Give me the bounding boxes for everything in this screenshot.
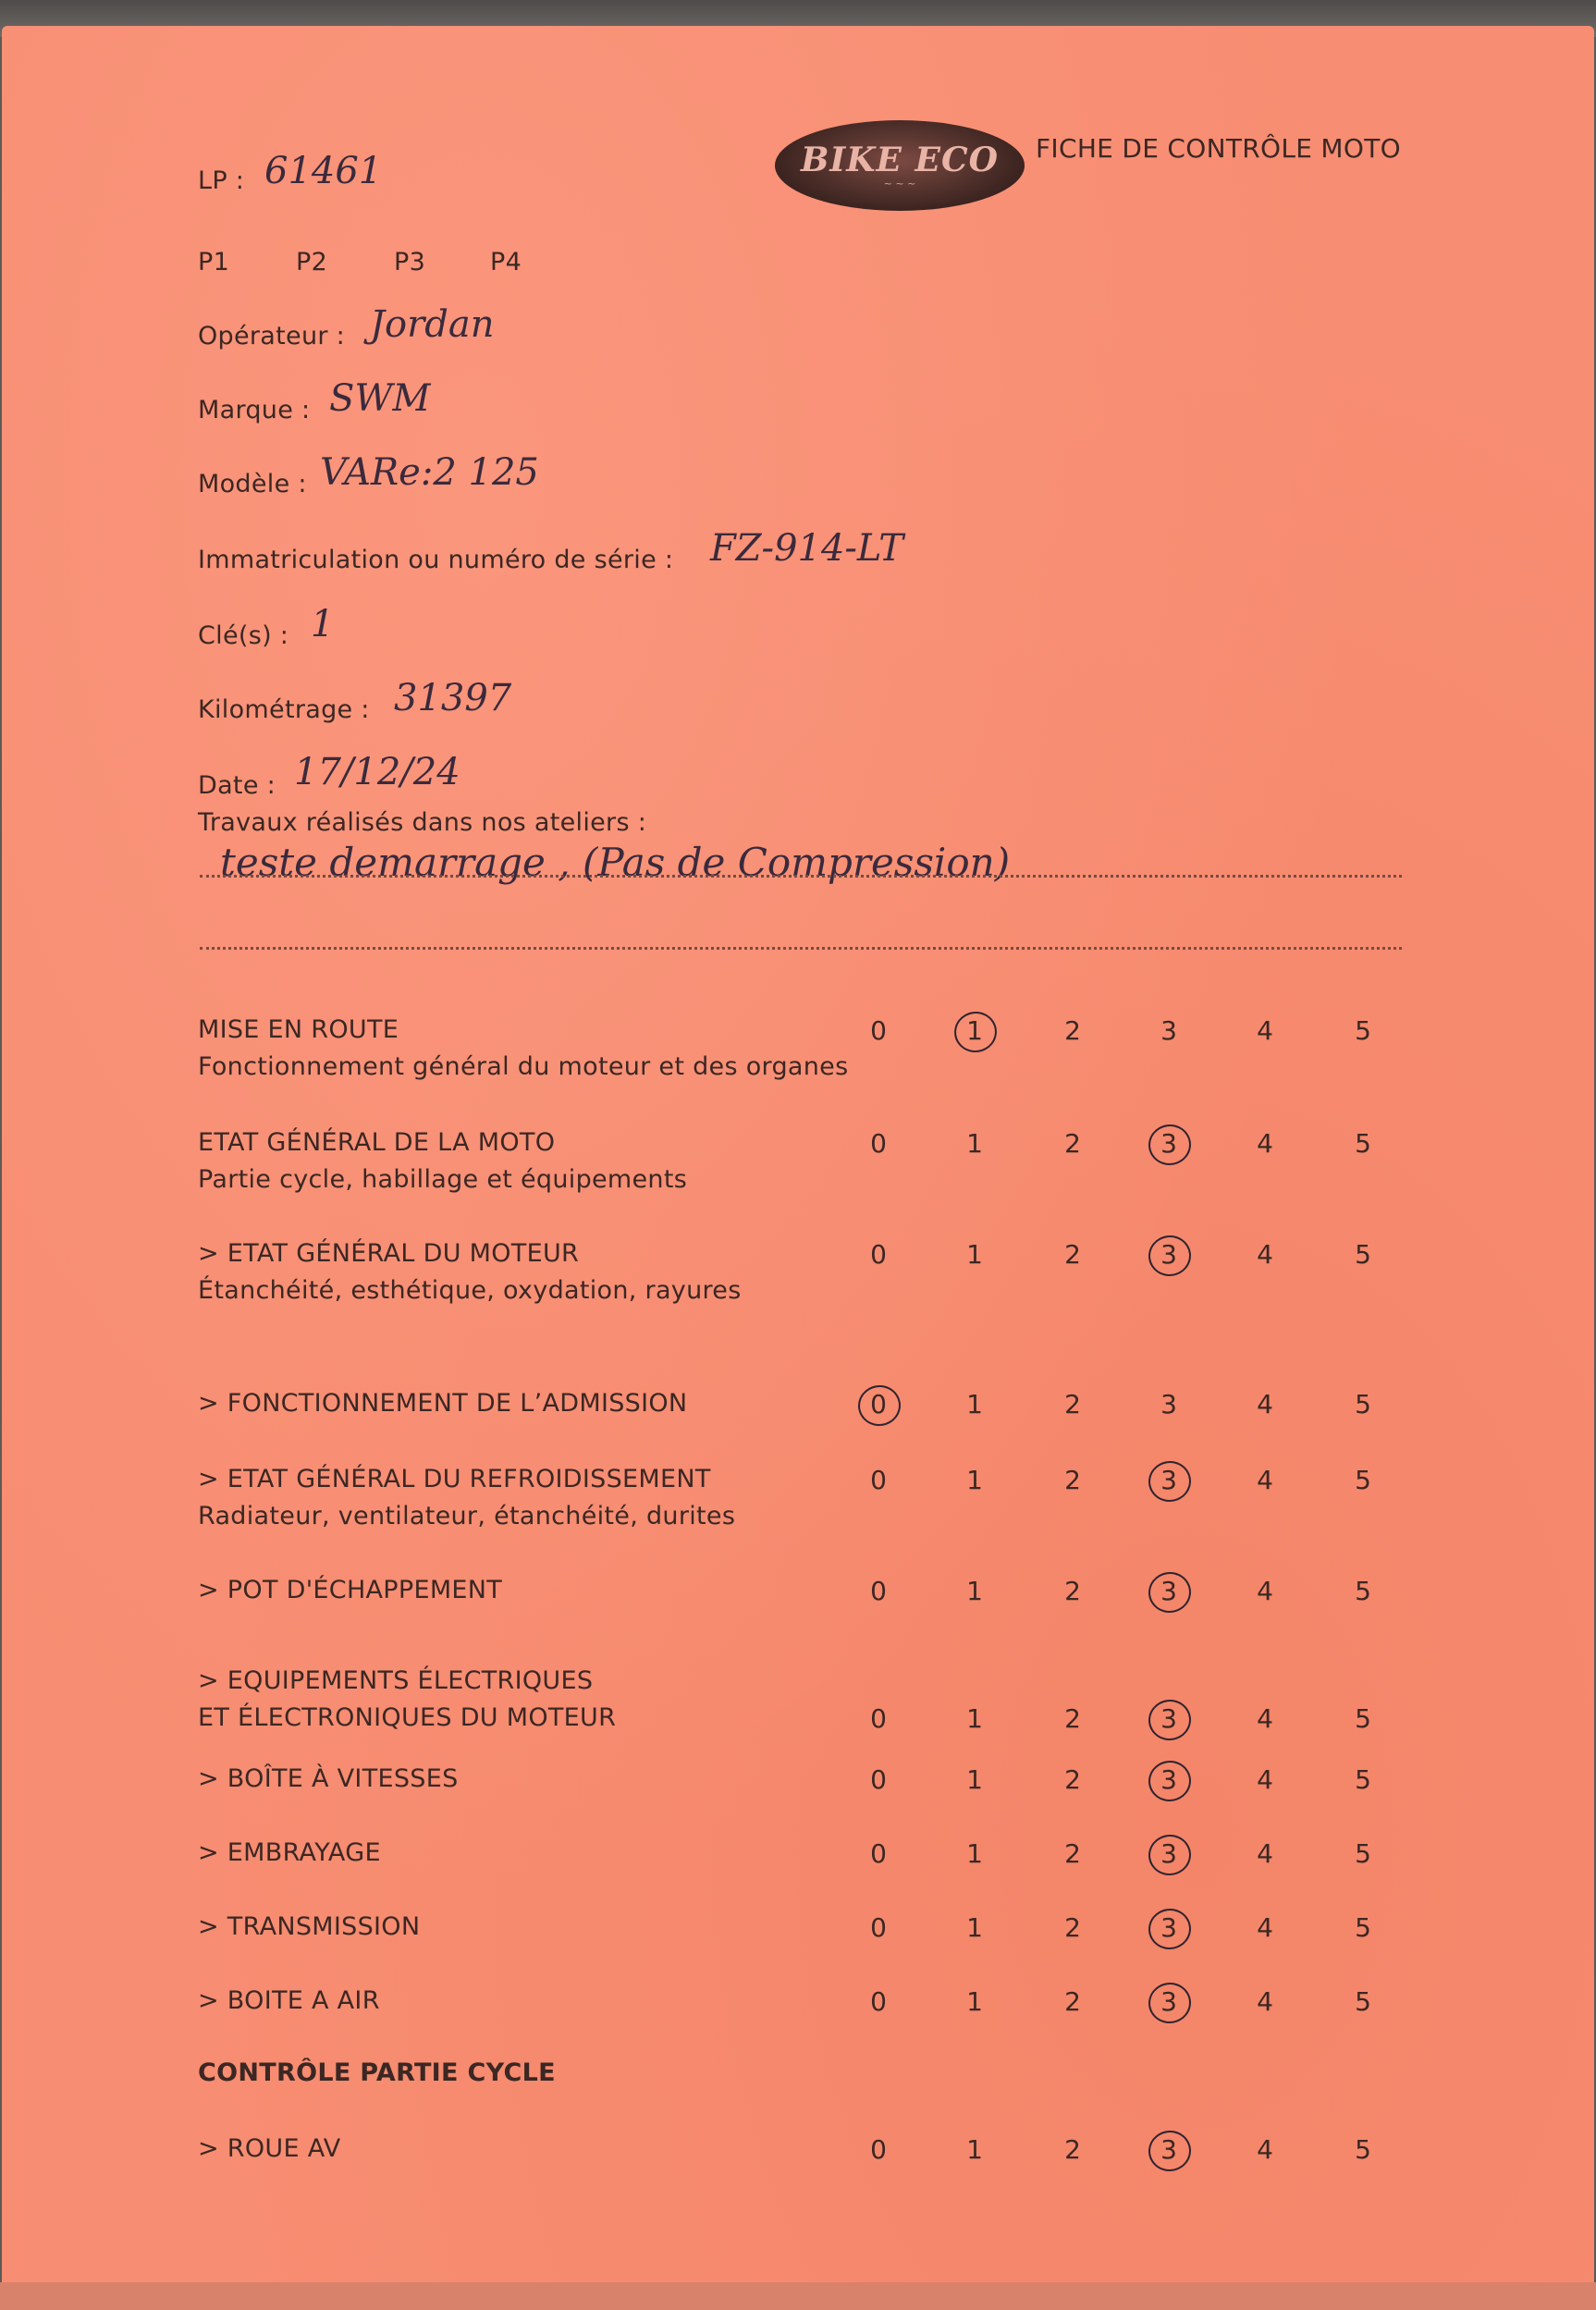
logo-tagline: ~ ~ ~ [883, 177, 916, 190]
checklist-row-4-score-5[interactable]: 5 [1355, 1465, 1371, 1495]
checklist-row-0-score-3[interactable]: 3 [1160, 1015, 1177, 1046]
checklist-row-7-title: > BOÎTE À VITESSES [198, 1764, 459, 1793]
lp-label: LP : [198, 166, 245, 195]
checklist-row-9-score-1[interactable]: 1 [966, 1912, 983, 1943]
checklist-row-3-title: > FONCTIONNEMENT DE L’ADMISSION [198, 1389, 688, 1418]
checklist-row-2-subtitle: Étanchéité, esthétique, oxydation, rayures [198, 1276, 742, 1305]
immatriculation-label: Immatriculation ou numéro de série : [198, 546, 674, 574]
checklist-row-8-score-1[interactable]: 1 [966, 1838, 983, 1869]
checklist-row-7-score-4[interactable]: 4 [1257, 1764, 1273, 1795]
checklist-row-0-title: MISE EN ROUTE [198, 1015, 399, 1044]
checklist-row-10-score-3[interactable]: 3 [1160, 1986, 1177, 2017]
checklist-row-7-score-3[interactable]: 3 [1160, 1764, 1177, 1795]
checklist-row-1-score-5[interactable]: 5 [1355, 1128, 1371, 1159]
checklist-row-4-title: > ETAT GÉNÉRAL DU REFROIDISSEMENT [198, 1465, 711, 1493]
travaux-line-1 [200, 875, 1402, 878]
checklist-row-4-score-3[interactable]: 3 [1160, 1465, 1177, 1495]
checklist-row-3-score-3[interactable]: 3 [1160, 1389, 1177, 1419]
checklist-row-8-score-0[interactable]: 0 [870, 1838, 887, 1869]
checklist-row-8-title: > EMBRAYAGE [198, 1838, 381, 1867]
checklist-row-5-score-1[interactable]: 1 [966, 1576, 983, 1606]
date-label: Date : [198, 771, 276, 800]
checklist-row-10-score-4[interactable]: 4 [1257, 1986, 1273, 2017]
checklist-row-2-score-0[interactable]: 0 [870, 1239, 887, 1270]
checklist-row-2-score-5[interactable]: 5 [1355, 1239, 1371, 1270]
background-bottom [0, 2282, 1596, 2310]
p1-label: P1 [198, 248, 230, 276]
partie-cycle-row-0-score-0[interactable]: 0 [870, 2134, 887, 2165]
checklist-row-1-score-4[interactable]: 4 [1257, 1128, 1273, 1159]
bike-eco-logo [775, 120, 1025, 211]
checklist-row-9-score-2[interactable]: 2 [1064, 1912, 1081, 1943]
form-title: FICHE DE CONTRÔLE MOTO [1036, 133, 1401, 164]
checklist-row-4-subtitle: Radiateur, ventilateur, étanchéité, durites [198, 1502, 736, 1530]
checklist-row-6-score-1[interactable]: 1 [966, 1703, 983, 1734]
checklist-row-3-score-0[interactable]: 0 [870, 1389, 887, 1419]
checklist-row-6-subtitle: ET ÉLECTRONIQUES DU MOTEUR [198, 1703, 617, 1732]
immatriculation-value[interactable]: FZ-914-LT [710, 527, 903, 570]
partie-cycle-row-0-score-2[interactable]: 2 [1064, 2134, 1081, 2165]
checklist-row-1-title: ETAT GÉNÉRAL DE LA MOTO [198, 1128, 556, 1157]
checklist-row-2-score-1[interactable]: 1 [966, 1239, 983, 1270]
checklist-row-7-score-1[interactable]: 1 [966, 1764, 983, 1795]
checklist-row-0-score-2[interactable]: 2 [1064, 1015, 1081, 1046]
checklist-row-5-score-4[interactable]: 4 [1257, 1576, 1273, 1606]
cles-label: Clé(s) : [198, 621, 289, 650]
checklist-row-0-score-0[interactable]: 0 [870, 1015, 887, 1046]
checklist-row-10-score-2[interactable]: 2 [1064, 1986, 1081, 2017]
checklist-row-10-title: > BOITE A AIR [198, 1986, 380, 2015]
checklist-row-6-score-2[interactable]: 2 [1064, 1703, 1081, 1734]
checklist-row-6-score-3[interactable]: 3 [1160, 1703, 1177, 1734]
cles-value[interactable]: 1 [311, 603, 335, 645]
checklist-row-0-score-1[interactable]: 1 [966, 1015, 983, 1046]
date-value[interactable]: 17/12/24 [294, 751, 460, 793]
partie-cycle-row-0-score-4[interactable]: 4 [1257, 2134, 1273, 2165]
p2-label: P2 [296, 248, 328, 276]
marque-label: Marque : [198, 396, 311, 424]
partie-cycle-row-0-score-3[interactable]: 3 [1160, 2134, 1177, 2165]
modele-label: Modèle : [198, 470, 307, 498]
checklist-row-3-score-2[interactable]: 2 [1064, 1389, 1081, 1419]
checklist-row-9-score-0[interactable]: 0 [870, 1912, 887, 1943]
checklist-row-10-score-1[interactable]: 1 [966, 1986, 983, 2017]
section-heading-partie-cycle: CONTRÔLE PARTIE CYCLE [198, 2058, 556, 2087]
checklist-row-3-score-5[interactable]: 5 [1355, 1389, 1371, 1419]
checklist-row-4-score-4[interactable]: 4 [1257, 1465, 1273, 1495]
checklist-row-7-score-0[interactable]: 0 [870, 1764, 887, 1795]
travaux-label: Travaux réalisés dans nos ateliers : [198, 808, 647, 837]
checklist-row-7-score-2[interactable]: 2 [1064, 1764, 1081, 1795]
checklist-row-8-score-5[interactable]: 5 [1355, 1838, 1371, 1869]
checklist-row-10-score-0[interactable]: 0 [870, 1986, 887, 2017]
checklist-row-4-score-2[interactable]: 2 [1064, 1465, 1081, 1495]
operateur-value[interactable]: Jordan [370, 303, 495, 346]
checklist-row-5-title: > POT D'ÉCHAPPEMENT [198, 1576, 503, 1604]
checklist-row-6-score-0[interactable]: 0 [870, 1703, 887, 1734]
checklist-row-6-score-5[interactable]: 5 [1355, 1703, 1371, 1734]
logo-wordmark: BIKE ECO [801, 140, 999, 179]
checklist-row-8-score-3[interactable]: 3 [1160, 1838, 1177, 1869]
kilometrage-value[interactable]: 31397 [394, 677, 512, 719]
kilometrage-label: Kilométrage : [198, 695, 370, 724]
checklist-row-1-score-1[interactable]: 1 [966, 1128, 983, 1159]
p3-label: P3 [394, 248, 426, 276]
checklist-row-0-score-5[interactable]: 5 [1355, 1015, 1371, 1046]
checklist-row-7-score-5[interactable]: 5 [1355, 1764, 1371, 1795]
checklist-row-3-score-4[interactable]: 4 [1257, 1389, 1273, 1419]
checklist-row-1-subtitle: Partie cycle, habillage et équipements [198, 1165, 688, 1194]
inspection-sheet [2, 26, 1594, 2282]
checklist-row-1-score-2[interactable]: 2 [1064, 1128, 1081, 1159]
checklist-row-8-score-2[interactable]: 2 [1064, 1838, 1081, 1869]
checklist-row-2-score-3[interactable]: 3 [1160, 1239, 1177, 1270]
checklist-row-2-title: > ETAT GÉNÉRAL DU MOTEUR [198, 1239, 580, 1268]
partie-cycle-row-0-score-5[interactable]: 5 [1355, 2134, 1371, 2165]
p4-label: P4 [490, 248, 522, 276]
checklist-row-6-title: > EQUIPEMENTS ÉLECTRIQUES [198, 1666, 594, 1695]
checklist-row-0-score-4[interactable]: 4 [1257, 1015, 1273, 1046]
checklist-row-1-score-3[interactable]: 3 [1160, 1128, 1177, 1159]
checklist-row-8-score-4[interactable]: 4 [1257, 1838, 1273, 1869]
checklist-row-9-score-3[interactable]: 3 [1160, 1912, 1177, 1943]
checklist-row-1-score-0[interactable]: 0 [870, 1128, 887, 1159]
checklist-row-9-score-4[interactable]: 4 [1257, 1912, 1273, 1943]
checklist-row-4-score-1[interactable]: 1 [966, 1465, 983, 1495]
checklist-row-4-score-0[interactable]: 0 [870, 1465, 887, 1495]
checklist-row-5-score-5[interactable]: 5 [1355, 1576, 1371, 1606]
checklist-row-5-score-0[interactable]: 0 [870, 1576, 887, 1606]
checklist-row-6-score-4[interactable]: 4 [1257, 1703, 1273, 1734]
travaux-line-2 [200, 947, 1402, 950]
operateur-label: Opérateur : [198, 322, 346, 350]
partie-cycle-row-0-score-1[interactable]: 1 [966, 2134, 983, 2165]
partie-cycle-row-0-title: > ROUE AV [198, 2134, 341, 2163]
checklist-row-5-score-3[interactable]: 3 [1160, 1576, 1177, 1606]
checklist-row-2-score-2[interactable]: 2 [1064, 1239, 1081, 1270]
checklist-row-2-score-4[interactable]: 4 [1257, 1239, 1273, 1270]
checklist-row-0-subtitle: Fonctionnement général du moteur et des organes [198, 1052, 849, 1081]
checklist-row-9-score-5[interactable]: 5 [1355, 1912, 1371, 1943]
marque-value[interactable]: SWM [329, 377, 431, 420]
checklist-row-9-title: > TRANSMISSION [198, 1912, 421, 1941]
checklist-row-3-score-1[interactable]: 1 [966, 1389, 983, 1419]
modele-value[interactable]: VARe:2 125 [320, 451, 539, 494]
checklist-row-10-score-5[interactable]: 5 [1355, 1986, 1371, 2017]
travaux-value[interactable]: teste demarrage , (Pas de Compression) [220, 840, 1011, 885]
checklist-row-5-score-2[interactable]: 2 [1064, 1576, 1081, 1606]
lp-value[interactable]: 61461 [264, 150, 383, 192]
